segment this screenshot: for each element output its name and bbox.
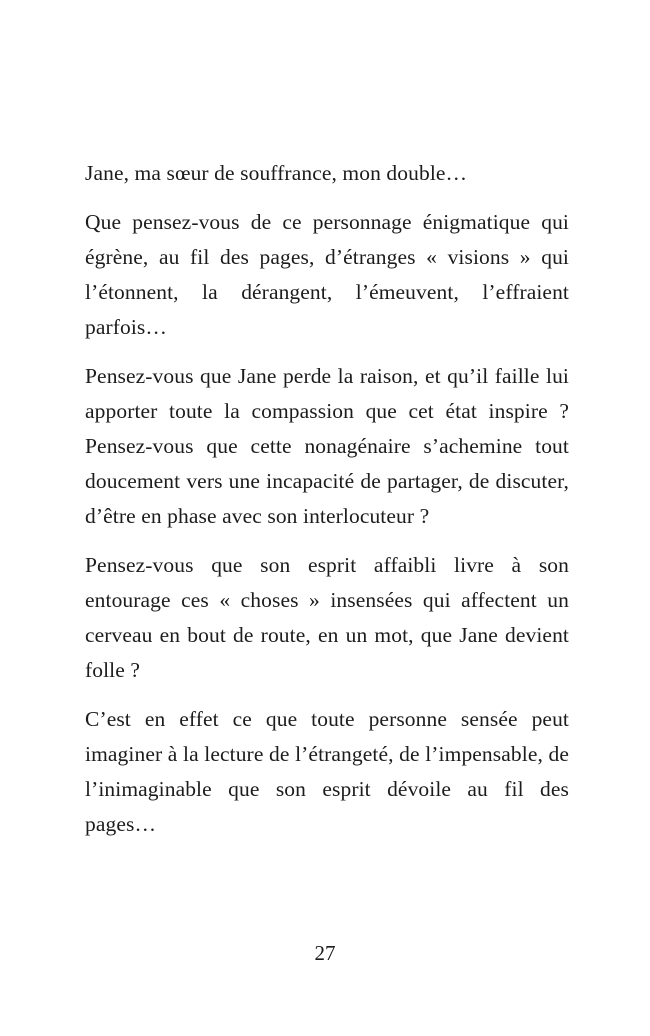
page-number: 27 [314, 941, 336, 965]
paragraph-1: Jane, ma sœur de souffrance, mon double… [85, 161, 468, 185]
paragraph-3: Pensez-vous que Jane perde la raison, et qu’il faille lui apporter toute la compassion que cet état inspire ? Pensez-vous que cette nonagénaire s’achemine tout doucement vers une incapacité de partager, de discuter, d’être en phase avec son interlocuteur ? [85, 364, 569, 528]
paragraph-4: Pensez-vous que son esprit affaibli livre à son entourage ces « choses » insensées qui affectent un cerveau en bout de route, en un mot, que Jane devient folle ? [85, 553, 569, 682]
body-text [85, 156, 569, 856]
paragraph-5: C’est en effet ce que toute personne sensée peut imaginer à la lecture de l’étrangeté, de l’impensable, de l’inimaginable que son esprit dévoile au fil des pages… [85, 707, 569, 836]
paragraph-2: Que pensez-vous de ce personnage énigmatique qui égrène, au fil des pages, d’étranges « visions » qui l’étonnent, la dérangent, l’émeuvent, l’effraient parfois… [85, 210, 569, 339]
